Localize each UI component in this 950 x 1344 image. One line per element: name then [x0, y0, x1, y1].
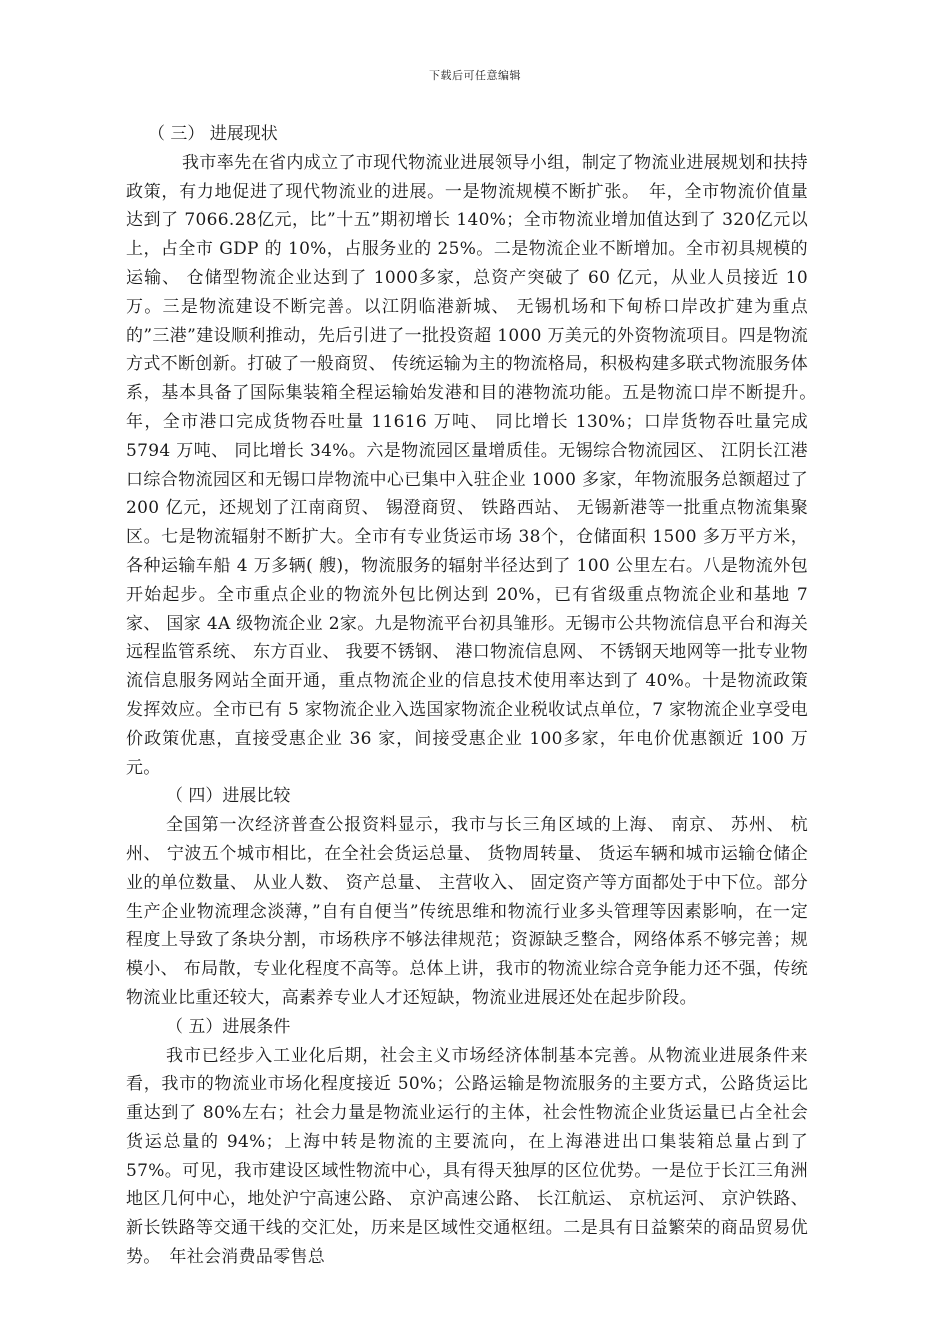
section-3-heading: （ 三） 进展现状: [148, 124, 278, 144]
page-header-note: 下载后可任意编辑: [429, 69, 521, 82]
section-4-heading: （ 四）进展比较: [166, 786, 291, 807]
document-body: [126, 120, 826, 1272]
section-4-paragraph: 全国第一次经济普查公报资料显示，我市与长三角区域的上海、 南京、 苏州、 杭州、 宁波五个城市相比，在全社会货运总量、 货物周转量、 货运车辆和城市运输仓储企业的单位数量、 从业人数、 资产总量、 主营收入、 固定资产等方面都处于中下位。部分生产企业物流理念淡薄，”自有自便当”传统思维和物流行业多头管理等因素影响，在一定程度上导致了条块分割，市场秩序不够法律规范；资源缺乏整合，网络体系不够完善；规模小、 布局散，专业化程度不高等。总体上讲，我市的物流业综合竞争能力还不强，传统物流业比重还较大，高素养专业人才还短缺，物流业进展还处在起步阶段。: [126, 815, 808, 1008]
section-3-paragraph: 我市率先在省内成立了市现代物流业进展领导小组，制定了物流业进展规划和扶持政策，有力地促进了现代物流业的进展。一是物流规模不断扩张。 年，全市物流价值量达到了 7066.28亿元，比”十五”期初增长 140%；全市物流业增加值达到了 320亿元以上，占全市 GDP 的 10%，占服务业的 25%。二是物流企业不断增加。全市初具规模的运输、 仓储型物流企业达到了 1000多家，总资产突破了 60 亿元，从业人员接近 10 万。三是物流建设不断完善。以江阴临港新城、 无锡机场和下甸桥口岸改扩建为重点的”三港”建设顺利推动，先后引进了一批投资超 1000 万美元的外资物流项目。四是物流方式不断创新。打破了一般商贸、 传统运输为主的物流格局，积极构建多联式物流服务体系，基本具备了国际集装箱全程运输始发港和目的港物流功能。五是物流口岸不断提升。 年，全市港口完成货物吞吐量 11616 万吨、 同比增长 130%；口岸货物吞吐量完成5794 万吨、 同比增长 34%。六是物流园区量增质佳。无锡综合物流园区、 江阴长江港口综合物流园区和无锡口岸物流中心已集中入驻企业 1000 多家，年物流服务总额超过了 200 亿元，还规划了江南商贸、 锡澄商贸、 铁路西站、 无锡新港等一批重点物流集聚区。七是物流辐射不断扩大。全市有专业货运市场 38个，仓储面积 1500 多万平方米，各种运输车船 4 万多辆( 艘)，物流服务的辐射半径达到了 100 公里左右。八是物流外包开始起步。全市重点企业的物流外包比例达到 20%，已有省级重点物流企业和基地 7 家、 国家 4A 级物流企业 2家。九是物流平台初具雏形。无锡市公共物流信息平台和海关远程监管系统、 东方百业、 我要不锈钢、 港口物流信息网、 不锈钢天地网等一批专业物流信息服务网站全面开通，重点物流企业的信息技术使用率达到了 40%。十是物流政策发挥效应。全市已有 5 家物流企业入选国家物流企业税收试点单位，7 家物流企业享受电价政策优惠，直接受惠企业 36 家，间接受惠企业 100多家，年电价优惠额近 100 万元。: [126, 152, 826, 778]
section-5-heading: （ 五）进展条件: [166, 1016, 291, 1037]
section-5-paragraph: 我市已经步入工业化后期，社会主义市场经济体制基本完善。从物流业进展条件来看，我市的物流业市场化程度接近 50%；公路运输是物流服务的主要方式，公路货运比重达到了 80%左右；社会力量是物流业运行的主体，社会性物流企业货运量已占全社会货运总量的 94%；上海中转是物流的主要流向，在上海港进出口集装箱总量占到了 57%。可见，我市建设区域性物流中心，具有得天独厚的区位优势。一是位于长江三角洲地区几何中心，地处沪宁高速公路、 京沪高速公路、 长江航运、 京杭运河、 京沪铁路、 新长铁路等交通干线的交汇处，历来是区域性交通枢纽。二是具有日益繁荣的商品贸易优势。 年社会消费品零售总: [126, 1045, 808, 1268]
